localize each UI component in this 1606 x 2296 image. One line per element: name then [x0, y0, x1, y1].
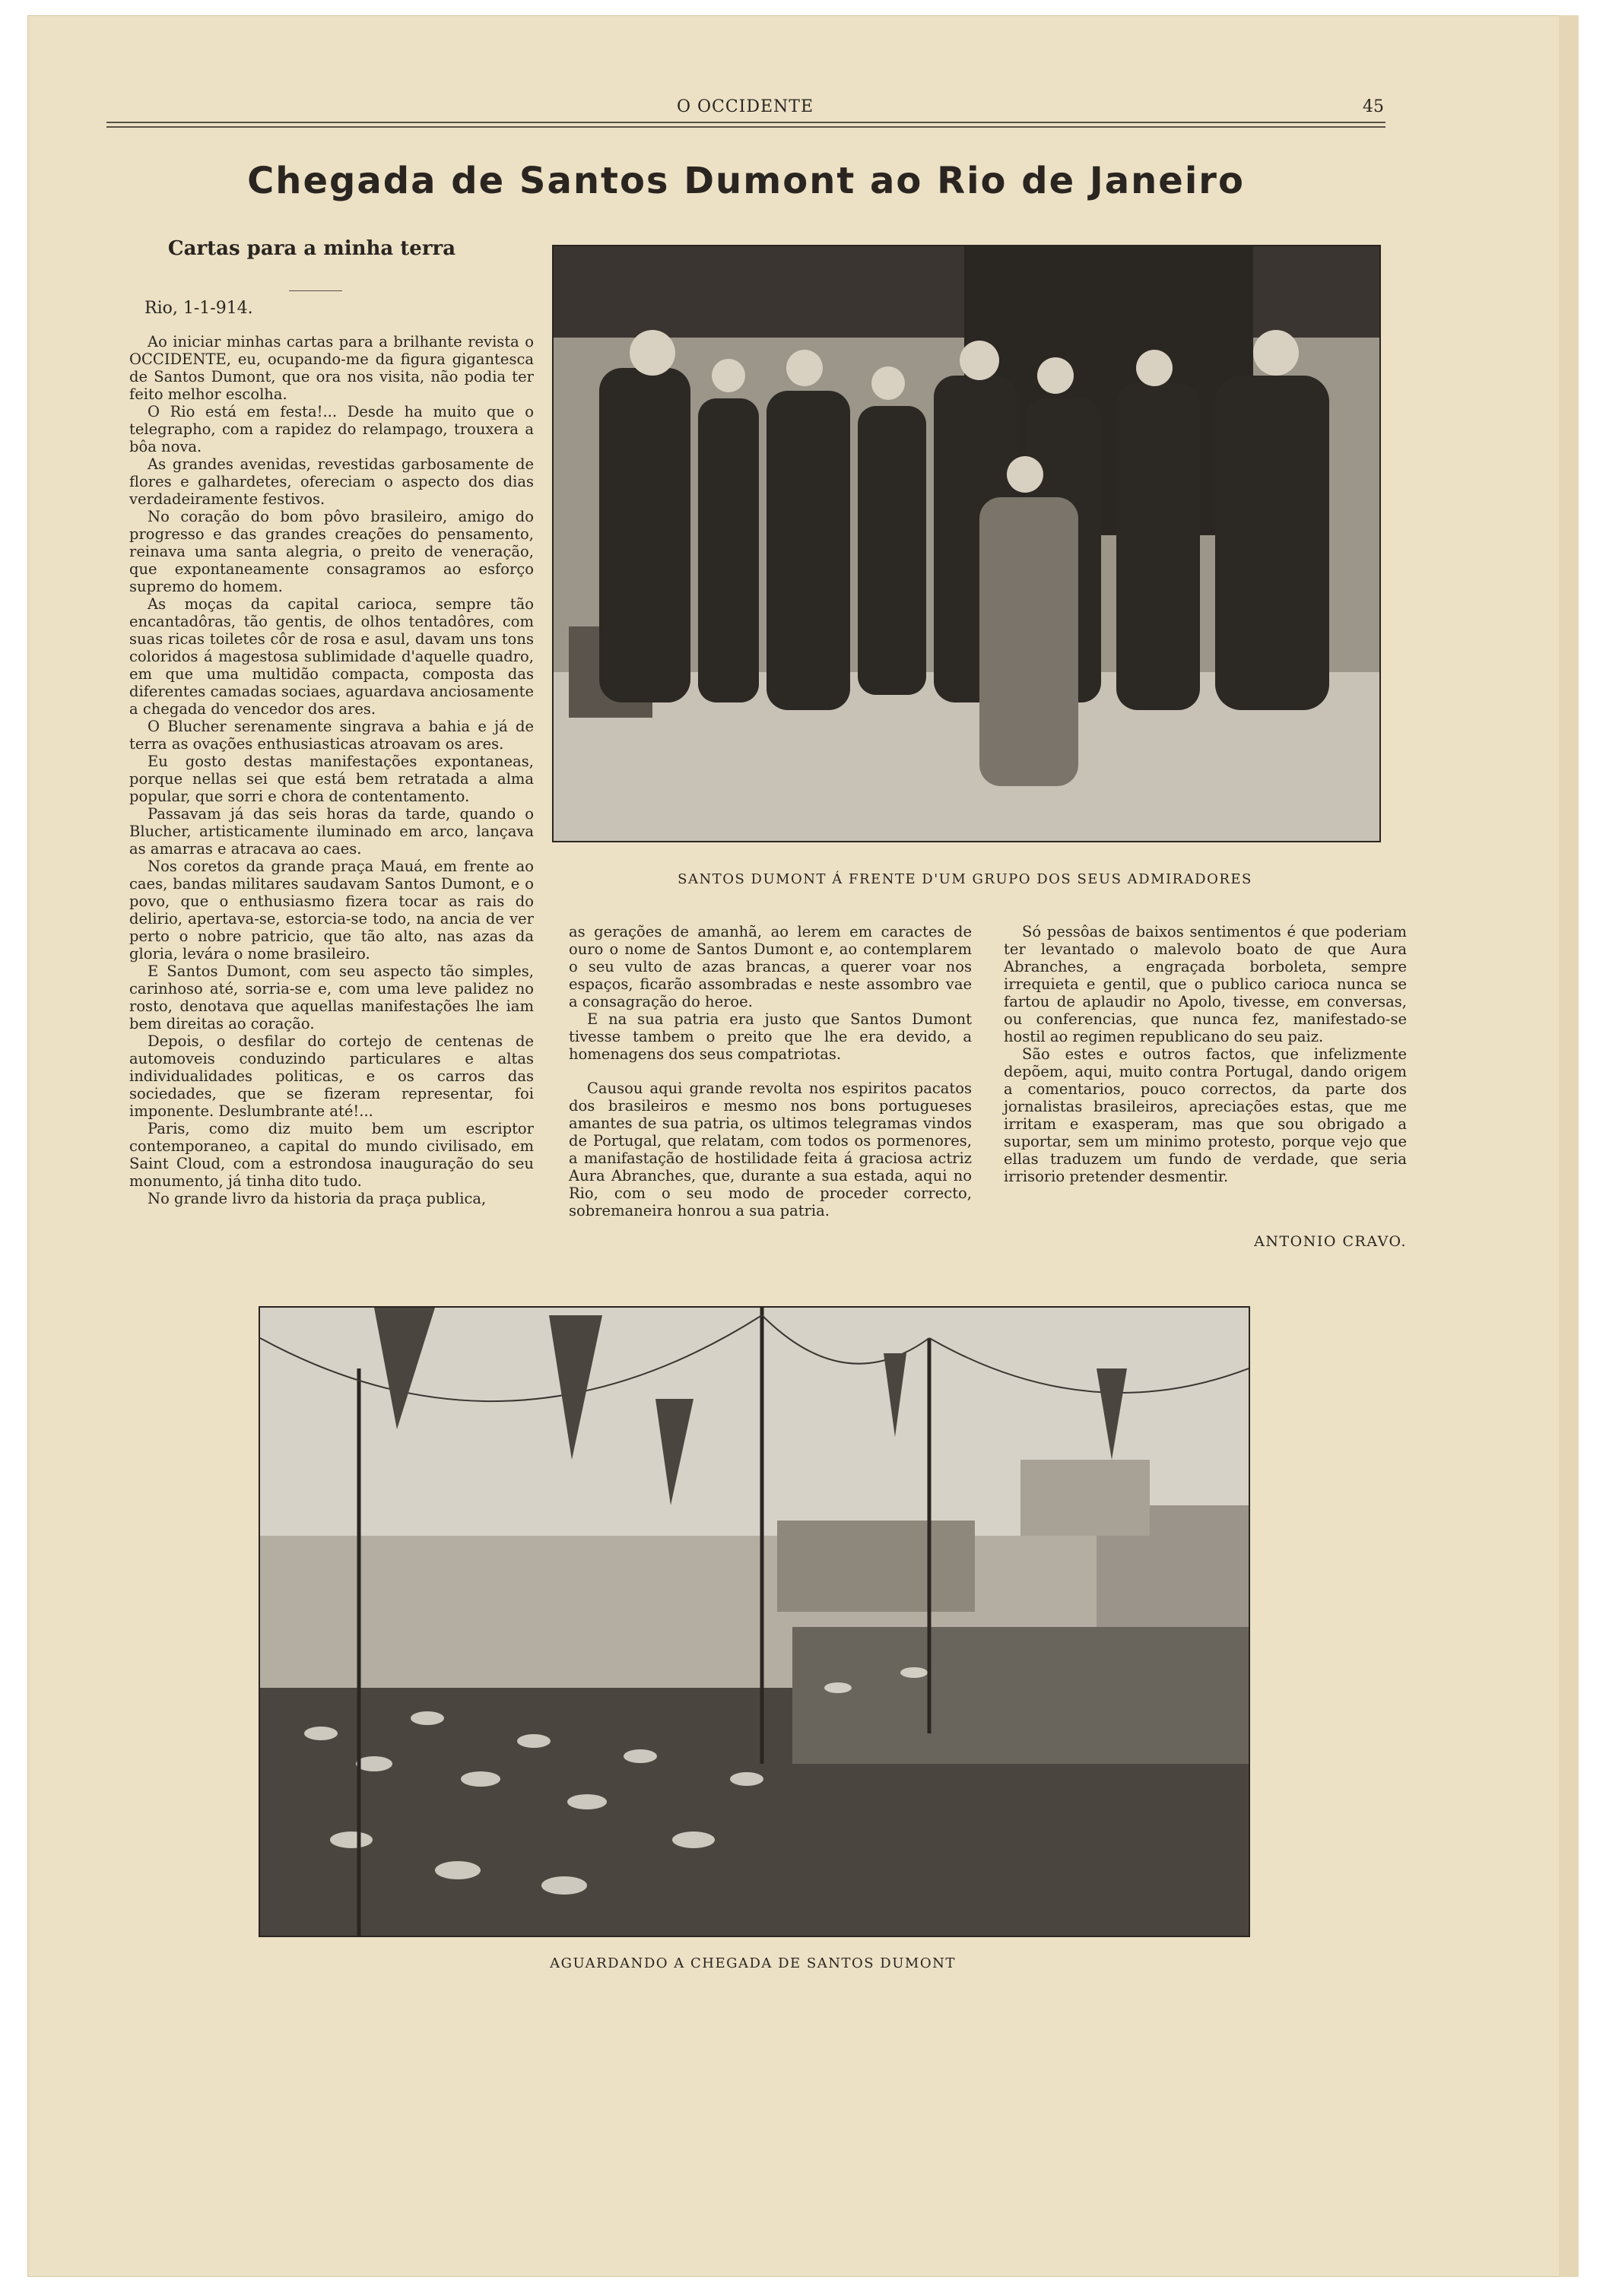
paragraph: Eu gosto destas manifestações expontaneas, porque nellas sei que está bem retratada a alma popular, que sorri e chora de contentamento. — [129, 753, 534, 805]
page-number: 45 — [1363, 97, 1384, 116]
paragraph: Causou aqui grande revolta nos espiritos pacatos dos brasileiros e mesmo nos bons portugueses amantes de sua patria, os ultimos telegramas vindos de Portugal, que relatam, com todos os pormenores, a manifastação de hostilidade feita á graciosa actriz Aura Abranches, que, durante a sua estada, aqui no Rio, com o seu modo de proceder correcto, sobremaneira honrou a sua patria. — [569, 1080, 972, 1219]
photo-caption-admirers: SANTOS DUMONT Á FRENTE D'UM GRUPO DOS SEUS ADMIRADORES — [678, 871, 1252, 887]
paragraph: as gerações de amanhã, ao lerem em caractes de ouro o nome de Santos Dumont e, ao contemplarem o seu vulto de azas brancas, a querer voar nos espaços, ficarão assombradas e neste assombro vae a consagração do heroe. — [569, 923, 972, 1010]
photo-group-admirers-image — [554, 246, 1379, 841]
header-rule-bottom — [106, 126, 1385, 128]
article-column-1 — [129, 333, 534, 1207]
header-rule-top — [106, 122, 1385, 123]
photo-caption-crowd: AGUARDANDO A CHEGADA DE SANTOS DUMONT — [550, 1955, 956, 1971]
paragraph: Só pessôas de baixos sentimentos é que poderiam ter levantado o malevolo boato de que Aura Abranches, a engraçada borboleta, sempre irrequieta e gentil, que o publico carioca nunca se fartou de aplaudir no Apolo, tivesse, em conversas, ou conferencias, que nunca fez, manifestado-se hostil ao regimen republicano do seu paiz. — [1004, 923, 1407, 1045]
author-signature: ANTONIO CRAVO. — [1254, 1233, 1407, 1250]
dateline: Rio, 1-1-914. — [144, 299, 253, 318]
publication-header: O OCCIDENTE — [676, 97, 814, 116]
paragraph: Depois, o desfilar do cortejo de centenas de automoveis conduzindo particulares e altas individualidades politicas, e os carros das sociedades, que se fizeram representar, foi imponente. Deslumbrante até!... — [129, 1032, 534, 1120]
paragraph: As grandes avenidas, revestidas garbosamente de flores e galhardetes, ofereciam o aspecto dos dias verdadeiramente festivos. — [129, 455, 534, 508]
paragraph: Ao iniciar minhas cartas para a brilhante revista o OCCIDENTE, eu, ocupando-me da figura gigantesca de Santos Dumont, que ora nos visita, não podia ter feito melhor escolha. — [129, 333, 534, 403]
paragraph: E na sua patria era justo que Santos Dumont tivesse tambem o preito que lhe era devido, a homenagens dos seus compatriotas. — [569, 1010, 972, 1063]
paragraph: Passavam já das seis horas da tarde, quando o Blucher, artisticamente iluminado em arco, lançava as amarras e atracava ao caes. — [129, 805, 534, 858]
subtitle-rule — [289, 290, 342, 291]
paragraph: Paris, como diz muito bem um escriptor contemporaneo, a capital do mundo civilisado, em Saint Cloud, com a estrondosa inauguração do seu monumento, já tinha dito tudo. — [129, 1120, 534, 1190]
article-title: Chegada de Santos Dumont ao Rio de Janeiro — [247, 160, 1245, 202]
article-column-3 — [1004, 923, 1407, 1185]
paragraph: O Blucher serenamente singrava a bahia e já de terra as ovações enthusiasticas atroavam os ares. — [129, 718, 534, 753]
article-column-2 — [569, 923, 972, 1219]
photo-crowd-waiting-image — [260, 1308, 1249, 1936]
photo-crowd-waiting — [259, 1306, 1250, 1937]
article-subtitle: Cartas para a minha terra — [167, 237, 456, 260]
paragraph: E Santos Dumont, com seu aspecto tão simples, carinhoso até, sorria-se e, com uma leve palidez no rosto, denotava que aquellas manifestações lhe iam bem direitas ao coração. — [129, 962, 534, 1032]
paragraph: No coração do bom pôvo brasileiro, amigo do progresso e das grandes creações do pensamento, reinava uma santa alegria, o preito de veneração, que expontaneamente consagramos ao esforço supremo do homem. — [129, 508, 534, 595]
paragraph: O Rio está em festa!... Desde ha muito que o telegrapho, com a rapidez do relampago, trouxera a bôa nova. — [129, 403, 534, 455]
photo-group-admirers — [552, 245, 1381, 842]
paragraph: As moças da capital carioca, sempre tão encantadôras, tão gentis, de olhos tentadôres, com suas ricas toiletes côr de rosa e asul, davam uns tons coloridos á magestosa sublimidade d'aquelle quadro, em que uma multidão compacta, composta das diferentes camadas sociaes, aguardava anciosamente a chegada do vencedor dos ares. — [129, 595, 534, 718]
paragraph: No grande livro da historia da praça publica, — [148, 1190, 487, 1207]
paragraph: São estes e outros factos, que infelizmente depõem, aqui, muito contra Portugal, dando origem a comentarios, pouco correctos, da parte dos jornalistas brasileiros, apreciações estas, que me irritam e exasperam, mas que sou obrigado a suportar, sem um minimo protesto, porque vejo que ellas traduzem um fundo de verdade, que seria irrisorio pretender desmentir. — [1004, 1045, 1407, 1185]
page-edge — [1559, 15, 1579, 2277]
paragraph: Nos coretos da grande praça Mauá, em frente ao caes, bandas militares saudavam Santos Dumont, e o povo, que o enthusiasmo fizera tocar as rais do delirio, apertava-se, estorcia-se todo, na ancia de ver perto o nobre patricio, que tão alto, nas azas da gloria, levára o nome brasileiro. — [129, 858, 534, 962]
